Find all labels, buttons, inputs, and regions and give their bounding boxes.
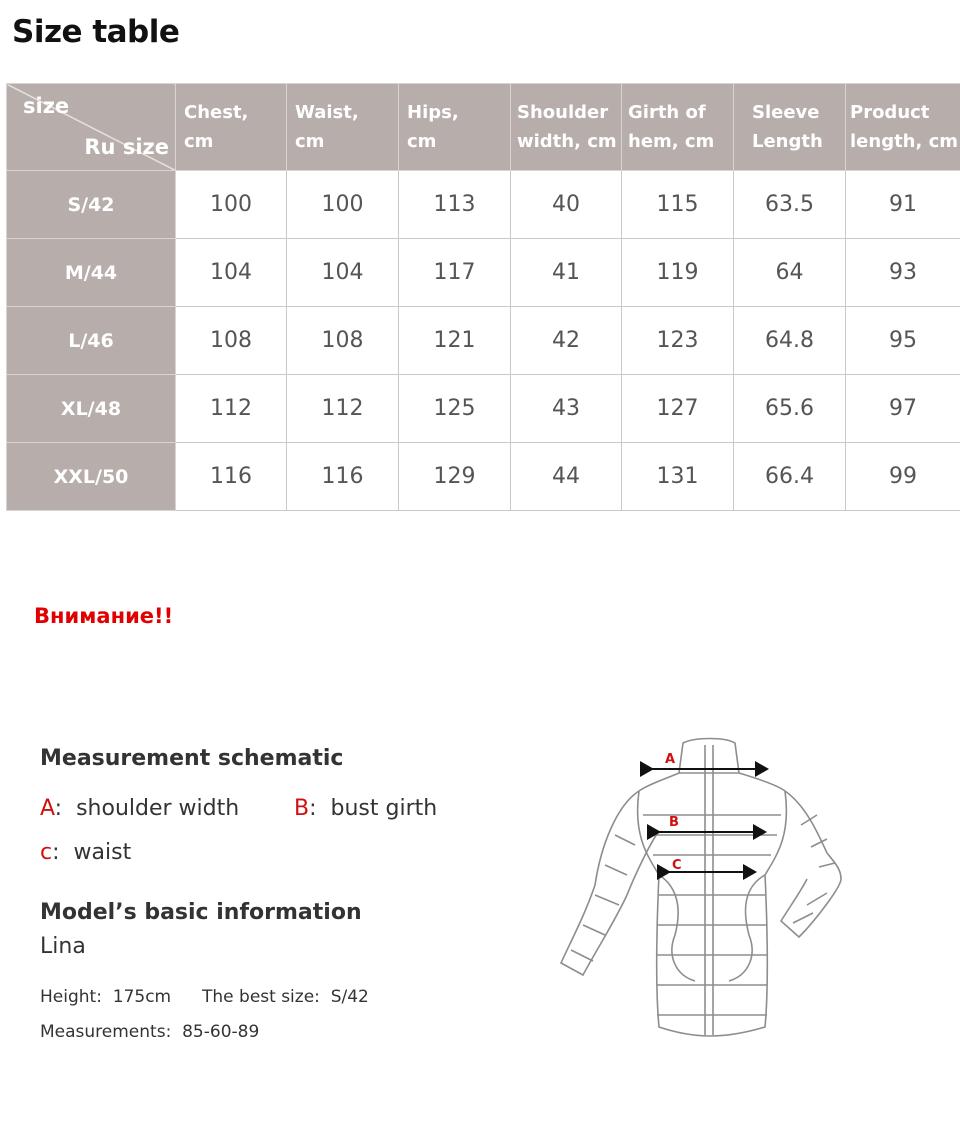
table-cell: 41 bbox=[511, 239, 622, 307]
table-cell: 64.8 bbox=[734, 307, 846, 375]
corner-size-label: size bbox=[23, 94, 70, 118]
legend-c-key: c bbox=[40, 840, 53, 865]
table-cell: 129 bbox=[399, 443, 511, 511]
table-cell: 108 bbox=[176, 307, 287, 375]
model-height bbox=[40, 987, 171, 1007]
column-header-waist: Waist, cm bbox=[287, 84, 399, 171]
table-cell: 40 bbox=[511, 171, 622, 239]
table-cell: 125 bbox=[399, 375, 511, 443]
table-cell: 127 bbox=[622, 375, 734, 443]
legend-b: B: bust girth bbox=[294, 796, 438, 821]
legend-a-key: A bbox=[40, 796, 55, 821]
model-info-title: Model’s basic information bbox=[40, 900, 362, 925]
coat-outline bbox=[561, 739, 841, 1037]
model-name: Lina bbox=[40, 934, 86, 959]
row-size-label: S/42 bbox=[7, 171, 176, 239]
row-size-label: M/44 bbox=[7, 239, 176, 307]
size-table bbox=[6, 83, 960, 511]
row-size-label: XL/48 bbox=[7, 375, 176, 443]
table-cell: 100 bbox=[287, 171, 399, 239]
coat-measurement-diagram bbox=[555, 735, 850, 1045]
table-row bbox=[7, 171, 960, 239]
table-cell: 93 bbox=[846, 239, 960, 307]
column-header-shoulder: Shoulder width, cm bbox=[511, 84, 622, 171]
table-cell: 91 bbox=[846, 171, 960, 239]
table-cell: 99 bbox=[846, 443, 960, 511]
column-header-hips: Hips, cm bbox=[399, 84, 511, 171]
legend-b-label: bust girth bbox=[330, 796, 438, 821]
measurements-label: Measurements: bbox=[40, 1022, 172, 1042]
table-cell: 42 bbox=[511, 307, 622, 375]
table-cell: 108 bbox=[287, 307, 399, 375]
diagram-label-c: C bbox=[672, 858, 682, 873]
height-value: 175cm bbox=[112, 987, 172, 1007]
table-cell: 113 bbox=[399, 171, 511, 239]
diagram-label-b: B bbox=[669, 815, 679, 830]
table-cell: 121 bbox=[399, 307, 511, 375]
table-cell: 66.4 bbox=[734, 443, 846, 511]
table-row bbox=[7, 375, 960, 443]
best-size-label: The best size: bbox=[202, 987, 320, 1007]
legend-c-label: waist bbox=[73, 840, 132, 865]
height-label: Height: bbox=[40, 987, 102, 1007]
table-cell: 64 bbox=[734, 239, 846, 307]
row-size-label: L/46 bbox=[7, 307, 176, 375]
measurements-value: 85-60-89 bbox=[182, 1022, 260, 1042]
table-cell: 104 bbox=[287, 239, 399, 307]
column-header-product-length: Product length, cm bbox=[846, 84, 960, 171]
column-header-sleeve: Sleeve Length bbox=[734, 84, 846, 171]
page-title: Size table bbox=[12, 14, 180, 50]
table-cell: 95 bbox=[846, 307, 960, 375]
legend-a-label: shoulder width bbox=[76, 796, 240, 821]
warning-text: Внимание!! bbox=[34, 604, 174, 628]
table-cell: 43 bbox=[511, 375, 622, 443]
table-cell: 65.6 bbox=[734, 375, 846, 443]
table-cell: 112 bbox=[287, 375, 399, 443]
table-cell: 115 bbox=[622, 171, 734, 239]
column-header-chest: Chest, cm bbox=[176, 84, 287, 171]
table-cell: 112 bbox=[176, 375, 287, 443]
table-row bbox=[7, 239, 960, 307]
model-measurements bbox=[40, 1022, 259, 1042]
diagram-label-a: A bbox=[665, 752, 676, 767]
table-cell: 63.5 bbox=[734, 171, 846, 239]
table-cell: 116 bbox=[176, 443, 287, 511]
table-cell: 97 bbox=[846, 375, 960, 443]
legend-a: A: shoulder width bbox=[40, 796, 240, 821]
legend-b-key: B bbox=[294, 796, 310, 821]
legend-c: c: waist bbox=[40, 840, 132, 865]
best-size-value: S/42 bbox=[330, 987, 369, 1007]
table-row bbox=[7, 307, 960, 375]
model-best-size bbox=[202, 987, 369, 1007]
table-cell: 44 bbox=[511, 443, 622, 511]
table-cell: 104 bbox=[176, 239, 287, 307]
table-cell: 117 bbox=[399, 239, 511, 307]
schematic-title: Measurement schematic bbox=[40, 746, 344, 771]
table-corner-cell bbox=[7, 84, 176, 171]
table-cell: 116 bbox=[287, 443, 399, 511]
column-header-hem: Girth of hem, cm bbox=[622, 84, 734, 171]
table-cell: 131 bbox=[622, 443, 734, 511]
corner-ru-size-label: Ru size bbox=[84, 135, 169, 159]
table-cell: 100 bbox=[176, 171, 287, 239]
table-header-row bbox=[7, 84, 960, 171]
row-size-label: XXL/50 bbox=[7, 443, 176, 511]
table-row bbox=[7, 443, 960, 511]
table-cell: 123 bbox=[622, 307, 734, 375]
table-cell: 119 bbox=[622, 239, 734, 307]
